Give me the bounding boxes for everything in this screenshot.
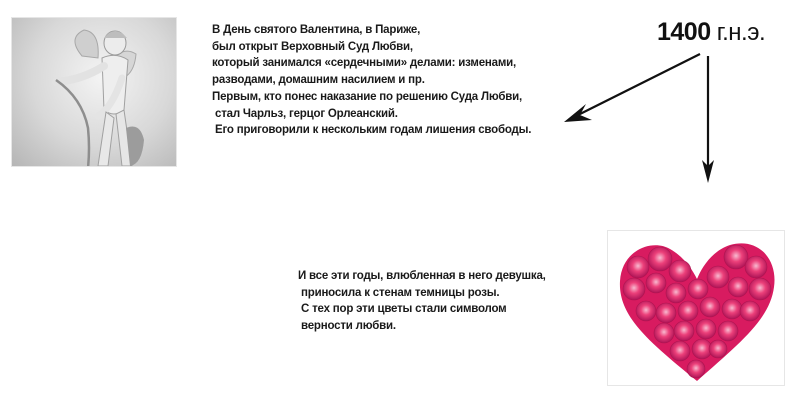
text-line: стал Чарльз, герцог Орлеанский. [215, 107, 398, 120]
arrow-left-icon [564, 54, 700, 122]
year-era-suffix: г.н.э. [710, 19, 766, 46]
text-line: разводами, домашним насилием и пр. [212, 74, 425, 87]
text-line: который занимался «сердечными» делами: изменами, [212, 57, 516, 70]
rose-heart-icon [608, 231, 785, 386]
text-line: И все эти годы, влюбленная в него девушка, [298, 270, 546, 282]
text-line: С тех пор эти цветы стали символом [301, 303, 507, 316]
story-paragraph-2 [298, 268, 546, 335]
year-number: 1400 [657, 18, 711, 46]
text-line: Его приговорили к нескольким годам лишения свободы. [215, 124, 532, 137]
text-line: верности любви. [301, 320, 396, 333]
rose-heart-image [607, 230, 785, 386]
text-line: Первым, кто понес наказание по решению Суда Любви, [212, 90, 522, 103]
text-line: был открыт Верховный Суд Любви, [212, 40, 413, 53]
text-line: приносила к стенам темницы розы. [301, 286, 500, 299]
text-line: В День святого Валентина, в Париже, [212, 24, 421, 36]
arrow-down-icon [702, 56, 714, 183]
